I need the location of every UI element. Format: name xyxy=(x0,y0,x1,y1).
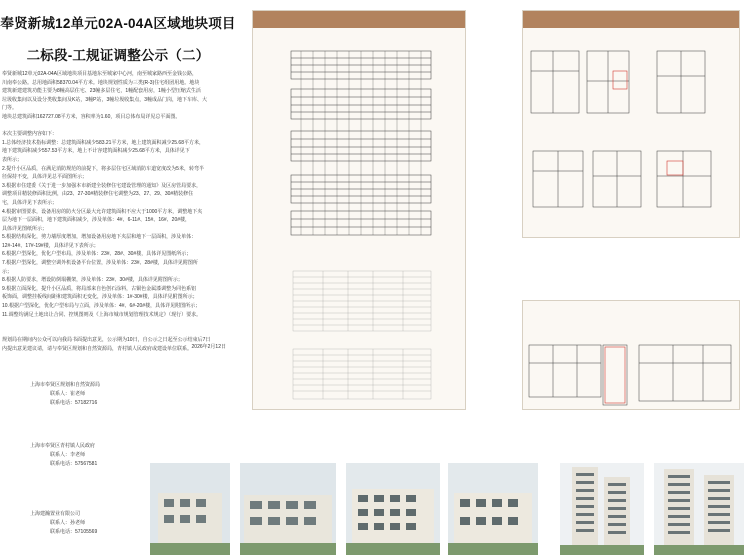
notice-body xyxy=(2,70,236,354)
notice-paragraph-line: 6.根据户型深化，优化户型布局，涉及单体：23#、28#、30#楼，具体详见图纸所示； xyxy=(2,251,192,258)
notice-paragraph-line: 径保持不变，具体详见总平面图所示； xyxy=(2,174,88,181)
notice-paragraph-line: 12#-14#、17#-19#楼，具体详见下表所示； xyxy=(2,242,99,249)
notice-paragraph-line: 本次主要调整内容如下： xyxy=(2,131,58,138)
notice-paragraph-line: 2.提升小区品质，在满足消防规范的前提下，将多层住宅区域消防车道宽度改为5米，转弯半 xyxy=(2,165,204,172)
notice-paragraph-line: 川南奉公路。总用地面积58370.04平方米。地块规划性质为三类(R-3)住宅组团用地。地块 xyxy=(2,79,200,86)
notice-paragraph-line: 示； xyxy=(2,268,13,275)
notice-paragraph-line: 板饰面，调整挂板线间距和建筑面积无变化，涉及单体：1#-30#楼，具体详见附图所示； xyxy=(2,294,198,301)
center-drawing-panel xyxy=(252,10,466,410)
floor-plan-panel xyxy=(522,10,740,238)
notice-paragraph-line: 地下建筑面积减少557.53平方米，地上不计容建筑面积减少25.68平方米，具体详见下 xyxy=(2,148,190,155)
rendering-photo-5 xyxy=(560,463,644,555)
org-contact: 联系人：崔老师 xyxy=(50,391,86,397)
notice-paragraph-line: 地块总建筑面积162727.08平方米，容积率为1.60，项目总体布局详见总平面图。 xyxy=(2,113,181,120)
notice-paragraph-line: 宅，具体详见下表所示； xyxy=(2,199,58,206)
notice-paragraph-line: 调整项目精装修面积比例，由23、27-30#精装修住宅调整为23、27、29、30#精装修住 xyxy=(2,191,194,198)
notice-paragraph-line xyxy=(2,122,236,131)
notice-title-line1: 奉贤新城12单元02A-04A区域地块项目 xyxy=(0,16,236,31)
notice-paragraph-line: 10.根据户型深化，优化户型布局与立面，涉及单体：4#、6#-20#楼，具体详见附图所示； xyxy=(2,303,201,310)
org-name: 上海建瀚置业有限公司 xyxy=(30,511,81,517)
org-phone: 联系电话：57105569 xyxy=(50,529,98,535)
rendering-photo-2 xyxy=(240,463,336,555)
notice-title-line2: 二标段-工规证调整公示（二） xyxy=(26,48,210,63)
notice-paragraph-line: 9.根据立面深化，提升小区品质，将局部来自色创石涂料，古铜色金属漆调整为同色系铝 xyxy=(2,285,197,292)
org-name: 上海市奉贤区规划和自然资源局 xyxy=(30,382,101,388)
notice-paragraph-line: 门等。 xyxy=(2,105,18,112)
rendering-photo-4 xyxy=(448,463,538,555)
org-contact: 联系人：李老师 xyxy=(50,452,86,458)
org-phone: 联系电话：57182716 xyxy=(50,400,98,406)
floor-plan-drawings xyxy=(523,11,740,238)
notice-paragraph-line: 8.根据人防要求，增设防倒塌棚架，涉及单体：23#、30#楼，具体详见附图所示； xyxy=(2,277,183,284)
org-name: 上海市奉贤区青村镇人民政府 xyxy=(30,443,96,449)
notice-paragraph-line: 层为地下一层面积，地下建筑面积减少，涉及单体：4#、6-11#、15#、16#、20#楼， xyxy=(2,217,191,224)
notice-paragraph-line: 奉贤新城12单元02A-04A区域地块项目基地东至城家中心河，南至城家路西至金钱公路， xyxy=(2,71,198,77)
rendering-photo-1 xyxy=(150,463,230,555)
org-block-1 xyxy=(30,381,100,408)
org-contact: 联系人：孙老师 xyxy=(50,520,86,526)
notice-paragraph-line: 7.根据户型深化，调整空调外机设备平台位置，涉及单体：23#、28#楼，具体详见附图所 xyxy=(2,260,198,267)
org-block-2 xyxy=(30,442,97,469)
org-block-3 xyxy=(30,510,97,537)
rendering-photo-3 xyxy=(346,463,440,555)
notice-paragraph-line: 具体详见图纸所示； xyxy=(2,225,48,232)
notice-paragraph-line: 4.根据审图要求，设备用房的防火分区最大允许建筑面积不应大于1000平方米，调整地下夹 xyxy=(2,208,203,215)
notice-paragraph-line: 11.调整均满足土地出让合同、控规图则及《上海市城市规划管理技术规定》（现行）要求。 xyxy=(2,311,202,318)
notice-paragraph-line: 1.总体经济技术指标调整：总建筑面积减少583.21平方米，地上建筑面积减少25.68平方米， xyxy=(2,139,204,146)
rendering-photo-6 xyxy=(654,463,744,555)
notice-paragraph-line: 建筑新建建筑功能主要为8幢高层住宅、23幢多层住宅，1幢配套用房，1幢小型压缩式生活 xyxy=(2,88,201,95)
site-plan-drawings xyxy=(523,301,740,410)
notice-date: 2026年2月12日 xyxy=(191,344,226,350)
org-phone: 联系电话：57567581 xyxy=(50,461,98,467)
notice-paragraph-line: 5.根据结构深化，剪力墙厚度增加，增加设备用房地下夹层和地下一层面积，涉及单体： xyxy=(2,234,197,241)
notice-paragraph-line xyxy=(2,319,236,328)
notice-paragraph-line xyxy=(2,328,236,337)
notice-paragraph-line: 3.根据市住建委《关于进一步加强本市新建全装修住宅建设管理的通知》及区房管局要求， xyxy=(2,182,202,189)
site-plan-panel xyxy=(522,300,740,410)
notice-paragraph-line: 表所示； xyxy=(2,156,23,163)
notice-paragraph-line: 垃圾收集间以及设分类收集间及K站，3幢P站，3幢垃圾收集点，3幢成品门岗，地下车库、大 xyxy=(2,96,208,103)
notice-paragraph-line: 规划局在期间内公众可以向我局书面提出意见，公示期为10日，自公示之日起至公示结束后7日 xyxy=(2,337,211,344)
elevation-drawings xyxy=(253,11,466,410)
notice-paragraph-line: 内提出意见建议请，请与奉贤区规划和自然资源局，青村镇人民政府或建设单位联系。 xyxy=(2,346,193,352)
